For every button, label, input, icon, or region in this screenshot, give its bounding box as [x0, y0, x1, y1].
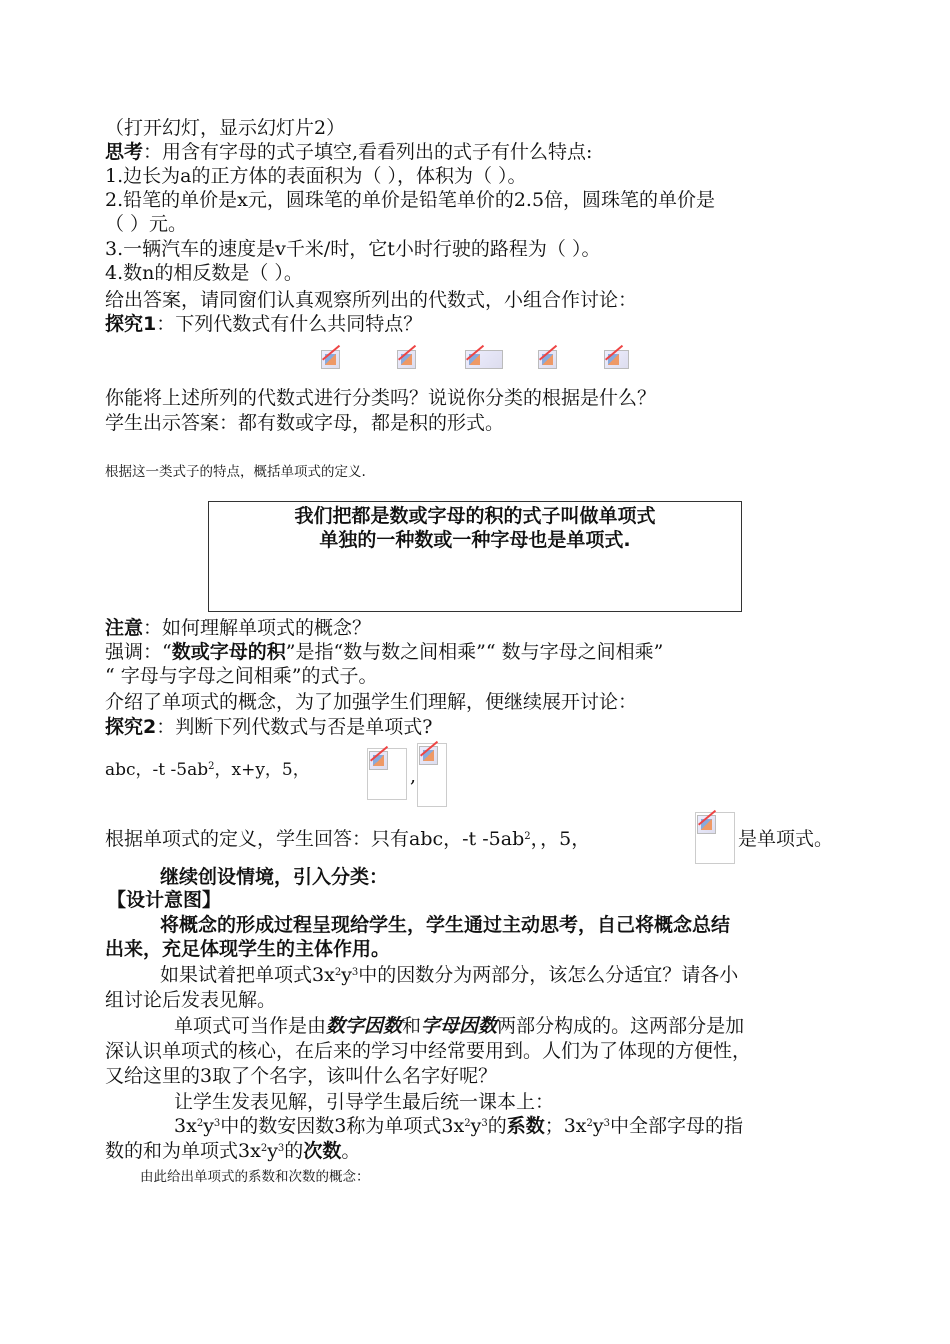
- sup-2: 2: [586, 1118, 593, 1129]
- note-line: [105, 616, 371, 640]
- letter-y: y: [470, 1115, 482, 1137]
- letter-y: y: [592, 1115, 604, 1137]
- sup-2: 2: [464, 1118, 471, 1129]
- explore1-label: 探究1: [105, 313, 157, 335]
- expr-sup: 2: [208, 761, 215, 772]
- broken-image-icon: [465, 350, 503, 369]
- definition-box: [208, 501, 742, 612]
- broken-image-icon: [697, 815, 716, 834]
- emphasis-line: [105, 640, 663, 664]
- intro-discuss: 介绍了单项式的概念，为了加强学生们理解，便继续展开讨论：: [105, 691, 638, 713]
- formula-image-frame: [367, 748, 407, 800]
- letter-y: y: [267, 1140, 278, 1162]
- definition-line-2: 单独的一种数或一种字母也是单项式.: [319, 529, 631, 551]
- parts-part: 两部分构成的。这两部分是加: [497, 1015, 745, 1037]
- sup-2: 2: [334, 967, 342, 978]
- question-2a: 2.铅笔的单价是x元，圆珠笔的单价是铅笔单价的2.5倍，圆珠笔的单价是: [105, 189, 716, 211]
- design-paragraph-1a: 将概念的形成过程呈现给学生，学生通过主动思考，自己将概念总结: [160, 914, 731, 936]
- broken-image-icon: [538, 350, 557, 369]
- factor-part: 中的因数分为两部分，该怎么分适宜？请各小: [358, 964, 739, 986]
- answer-intro: 给出答案，请同窗们认真观察所列出的代数式，小组合作讨论：: [105, 289, 638, 311]
- deg-part: 的: [284, 1140, 304, 1162]
- formula-image-frame: [417, 743, 447, 807]
- note-text: ：如何理解单项式的概念？: [143, 617, 372, 639]
- design-intent-heading: 【设计意图】: [107, 889, 222, 911]
- parts-line-3: 又给这里的3取了个名字，该叫什么名字好呢？: [105, 1065, 498, 1087]
- question-3: 3.一辆汽车的速度是v千米/时，它t小时行驶的路程为（ ）。: [105, 238, 601, 260]
- question-2b: （ ）元。: [105, 213, 188, 235]
- mono: 3x: [174, 1115, 197, 1137]
- numeric-factor: 数字因数: [326, 1015, 403, 1037]
- design-paragraph-1b: 出来，充足体现学生的主体作用。: [105, 938, 391, 960]
- formula-image-frame: [695, 812, 735, 864]
- broken-image-icon: [397, 350, 416, 369]
- factor-part: 如果试着把单项式3x: [160, 964, 335, 986]
- open-slide-line: （打开幻灯，显示幻灯片2）: [105, 117, 346, 139]
- coef-part: ；3x: [544, 1115, 587, 1137]
- sup-3: 3: [277, 1143, 285, 1154]
- sup-2: 2: [260, 1143, 268, 1154]
- letter-factor: 字母因数: [421, 1015, 498, 1037]
- parts-line-2: 深认识单项式的核心，在后来的学习中经常要用到。人们为了体现的方便性，: [105, 1040, 752, 1062]
- expr-comma: ,: [410, 765, 417, 787]
- question-1: 1.边长为a的正方体的表面积为（ ），体积为（ ）。: [105, 165, 527, 187]
- explore2-label: 探究2: [105, 716, 157, 738]
- let-students-line: 让学生发表见解，引导学生最后统一课本上：: [174, 1091, 555, 1113]
- emphasis-text: ”是指“数与数之间相乘”“ 数与字母之间相乘”: [285, 641, 664, 663]
- degree-line: [105, 1139, 360, 1163]
- parts-part: 单项式可当作是由: [174, 1015, 327, 1037]
- coefficient-line: [174, 1114, 743, 1138]
- coef-part: 中全部字母的指: [610, 1115, 744, 1137]
- factor-line: [160, 963, 738, 987]
- sup-2: 2: [196, 1118, 204, 1129]
- explore2-text: ：判断下列代数式与否是单项式?: [156, 716, 433, 738]
- explore1-line: [105, 312, 422, 336]
- coef-part: 的: [487, 1115, 507, 1137]
- factor-line-2: 组讨论后发表见解。: [105, 989, 277, 1011]
- sup-3: 3: [603, 1118, 611, 1129]
- answer2-part: ，，5，: [530, 828, 591, 850]
- parts-part: 和: [402, 1015, 422, 1037]
- student-answer: 学生出示答案：都有数或字母，都是积的形式。: [105, 412, 505, 434]
- expression-list: [105, 758, 310, 782]
- deg-part: 数的和为单项式3x: [105, 1140, 261, 1162]
- emphasis-label: 强调：“: [105, 641, 172, 663]
- think-label: 思考: [105, 141, 144, 163]
- question-4: 4.数n的相反数是（ ）。: [105, 262, 303, 284]
- definition-line-1: 我们把都是数或字母的积的式子叫做单项式: [294, 505, 656, 527]
- think-line: [105, 140, 592, 164]
- classify-question: 你能将上述所列的代数式进行分类吗？说说你分类的根据是什么？: [105, 387, 657, 409]
- sup-3: 3: [481, 1118, 488, 1129]
- explore1-text: ：下列代数式有什么共同特点？: [156, 313, 423, 335]
- deg-part: 。: [341, 1140, 361, 1162]
- explore2-line: [105, 715, 432, 739]
- expr-part: ，x+y，5，: [214, 760, 310, 780]
- answer2-sup: 2: [524, 831, 531, 842]
- think-text: ：用含有字母的式子填空,看看列出的式子有什么特点:: [143, 141, 593, 163]
- degree-term: 次数: [303, 1140, 342, 1162]
- coefficient-term: 系数: [506, 1115, 545, 1137]
- expr-part: abc，-t -5ab: [105, 760, 209, 780]
- emphasis-line-2: “ 字母与字母之间相乘”的式子。: [105, 665, 378, 687]
- emphasis-bold: 数或字母的积: [171, 641, 286, 663]
- summary-note: 根据这一类式子的特点，概括单项式的定义.: [105, 464, 366, 480]
- broken-image-icon: [419, 746, 438, 765]
- continue-heading: 继续创设情境，引入分类：: [160, 866, 389, 888]
- parts-line: [174, 1014, 744, 1038]
- letter-y: y: [341, 964, 352, 986]
- sup-3: 3: [351, 967, 359, 978]
- broken-image-icon: [604, 350, 629, 369]
- broken-image-icon: [321, 350, 340, 369]
- answer2-line: [105, 827, 590, 851]
- answer2-end: 是单项式。: [738, 828, 834, 850]
- coef-part: 中的数安因数3称为单项式3x: [220, 1115, 465, 1137]
- note-label: 注意: [105, 617, 144, 639]
- answer2-part: 根据单项式的定义，学生回答：只有abc，-t -5ab: [105, 828, 525, 850]
- final-note: 由此给出单项式的系数和次数的概念：: [140, 1169, 370, 1185]
- sup-3: 3: [213, 1118, 221, 1129]
- letter-y: y: [203, 1115, 214, 1137]
- broken-image-icon: [369, 751, 388, 770]
